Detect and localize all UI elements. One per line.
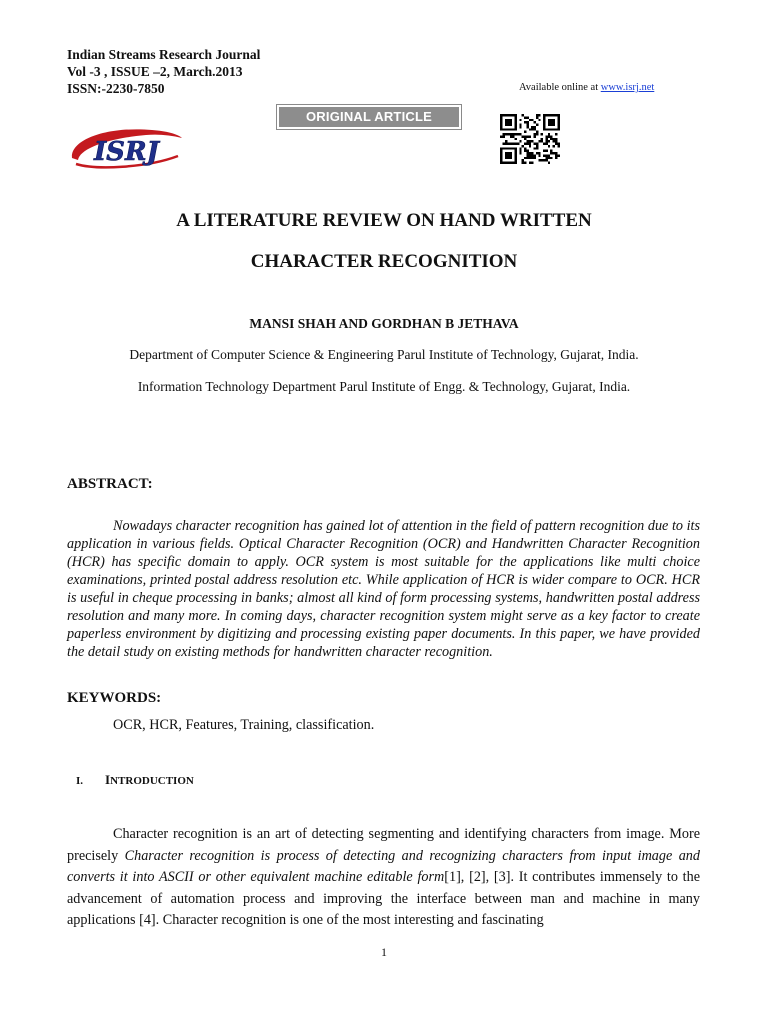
introduction-heading [76,772,194,788]
intro-text-part2: [1], [2], [3]. It contributes immensely to the advancement of automation process and improving the interface between man and machine in many applications [4]. Character recognition is one of the most interesting and fascinating [67,869,701,928]
page-number: 1 [381,945,387,959]
journal-website-link[interactable]: www.isrj.net [600,82,655,93]
available-online [519,82,654,93]
introduction-paragraph [67,824,700,932]
original-article-badge [276,104,462,130]
introduction-body [67,824,700,932]
available-prefix: Available online at [519,82,601,93]
section-title-rest: NTRODUCTION [110,775,194,787]
journal-issn: ISSN:-2230-7850 [67,81,165,96]
keywords-list: OCR, HCR, Features, Training, classification. [113,717,375,733]
paper-authors: MANSI SHAH AND GORDHAN B JETHAVA [249,316,519,331]
journal-name: Indian Streams Research Journal [67,47,261,62]
affiliation-2: Information Technology Department Parul Institute of Engg. & Technology, Gujarat, India. [137,379,631,394]
intro-text-part1: Character recognition is an art of detecting segmenting and identifying characters from image. More precisely [67,826,700,864]
intro-text-definition: Character recognition is process of detecting and recognizing characters from input image and converts it into ASCII or other equivalent machine editable form [67,847,700,885]
section-number: I. [76,775,84,787]
abstract-heading: ABSTRACT: [67,476,153,492]
qr-code [500,114,560,164]
logo-text: ISRJ [94,137,159,167]
original-article-label: ORIGINAL ARTICLE [279,107,459,127]
abstract-paragraph: Nowadays character recognition has gained lot of attention in the field of pattern recognition due to its application in various fields. Optical Character Recognition (OCR) and Handwritten Character Recognition (HCR) has specific domain to apply. OCR system is most suitable for the applications like multi choice examinations, printed postal address resolution etc. While application of HCR is wider compare to OCR. HCR is useful in cheque processing in banks; almost all kind of form processing systems, handwritten postal address resolution and many more. In coming days, character recognition system might serve as a key factor to create paperless environment by digitizing and processing existing paper documents. In this paper, we have provided the detail study on existing methods for handwritten character recognition. [67,518,700,660]
abstract-body [67,517,700,661]
keywords-heading: KEYWORDS: [67,690,162,706]
section-title-initial: I [105,772,111,787]
isrj-logo [66,120,186,172]
paper-title-line1: A LITERATURE REVIEW ON HAND WRITTEN [176,210,592,231]
paper-title-line2: CHARACTER RECOGNITION [250,251,518,272]
journal-volume: Vol -3 , ISSUE –2, March.2013 [67,64,243,79]
affiliation-1: Department of Computer Science & Engineering Parul Institute of Technology, Gujarat, India. [129,347,639,362]
